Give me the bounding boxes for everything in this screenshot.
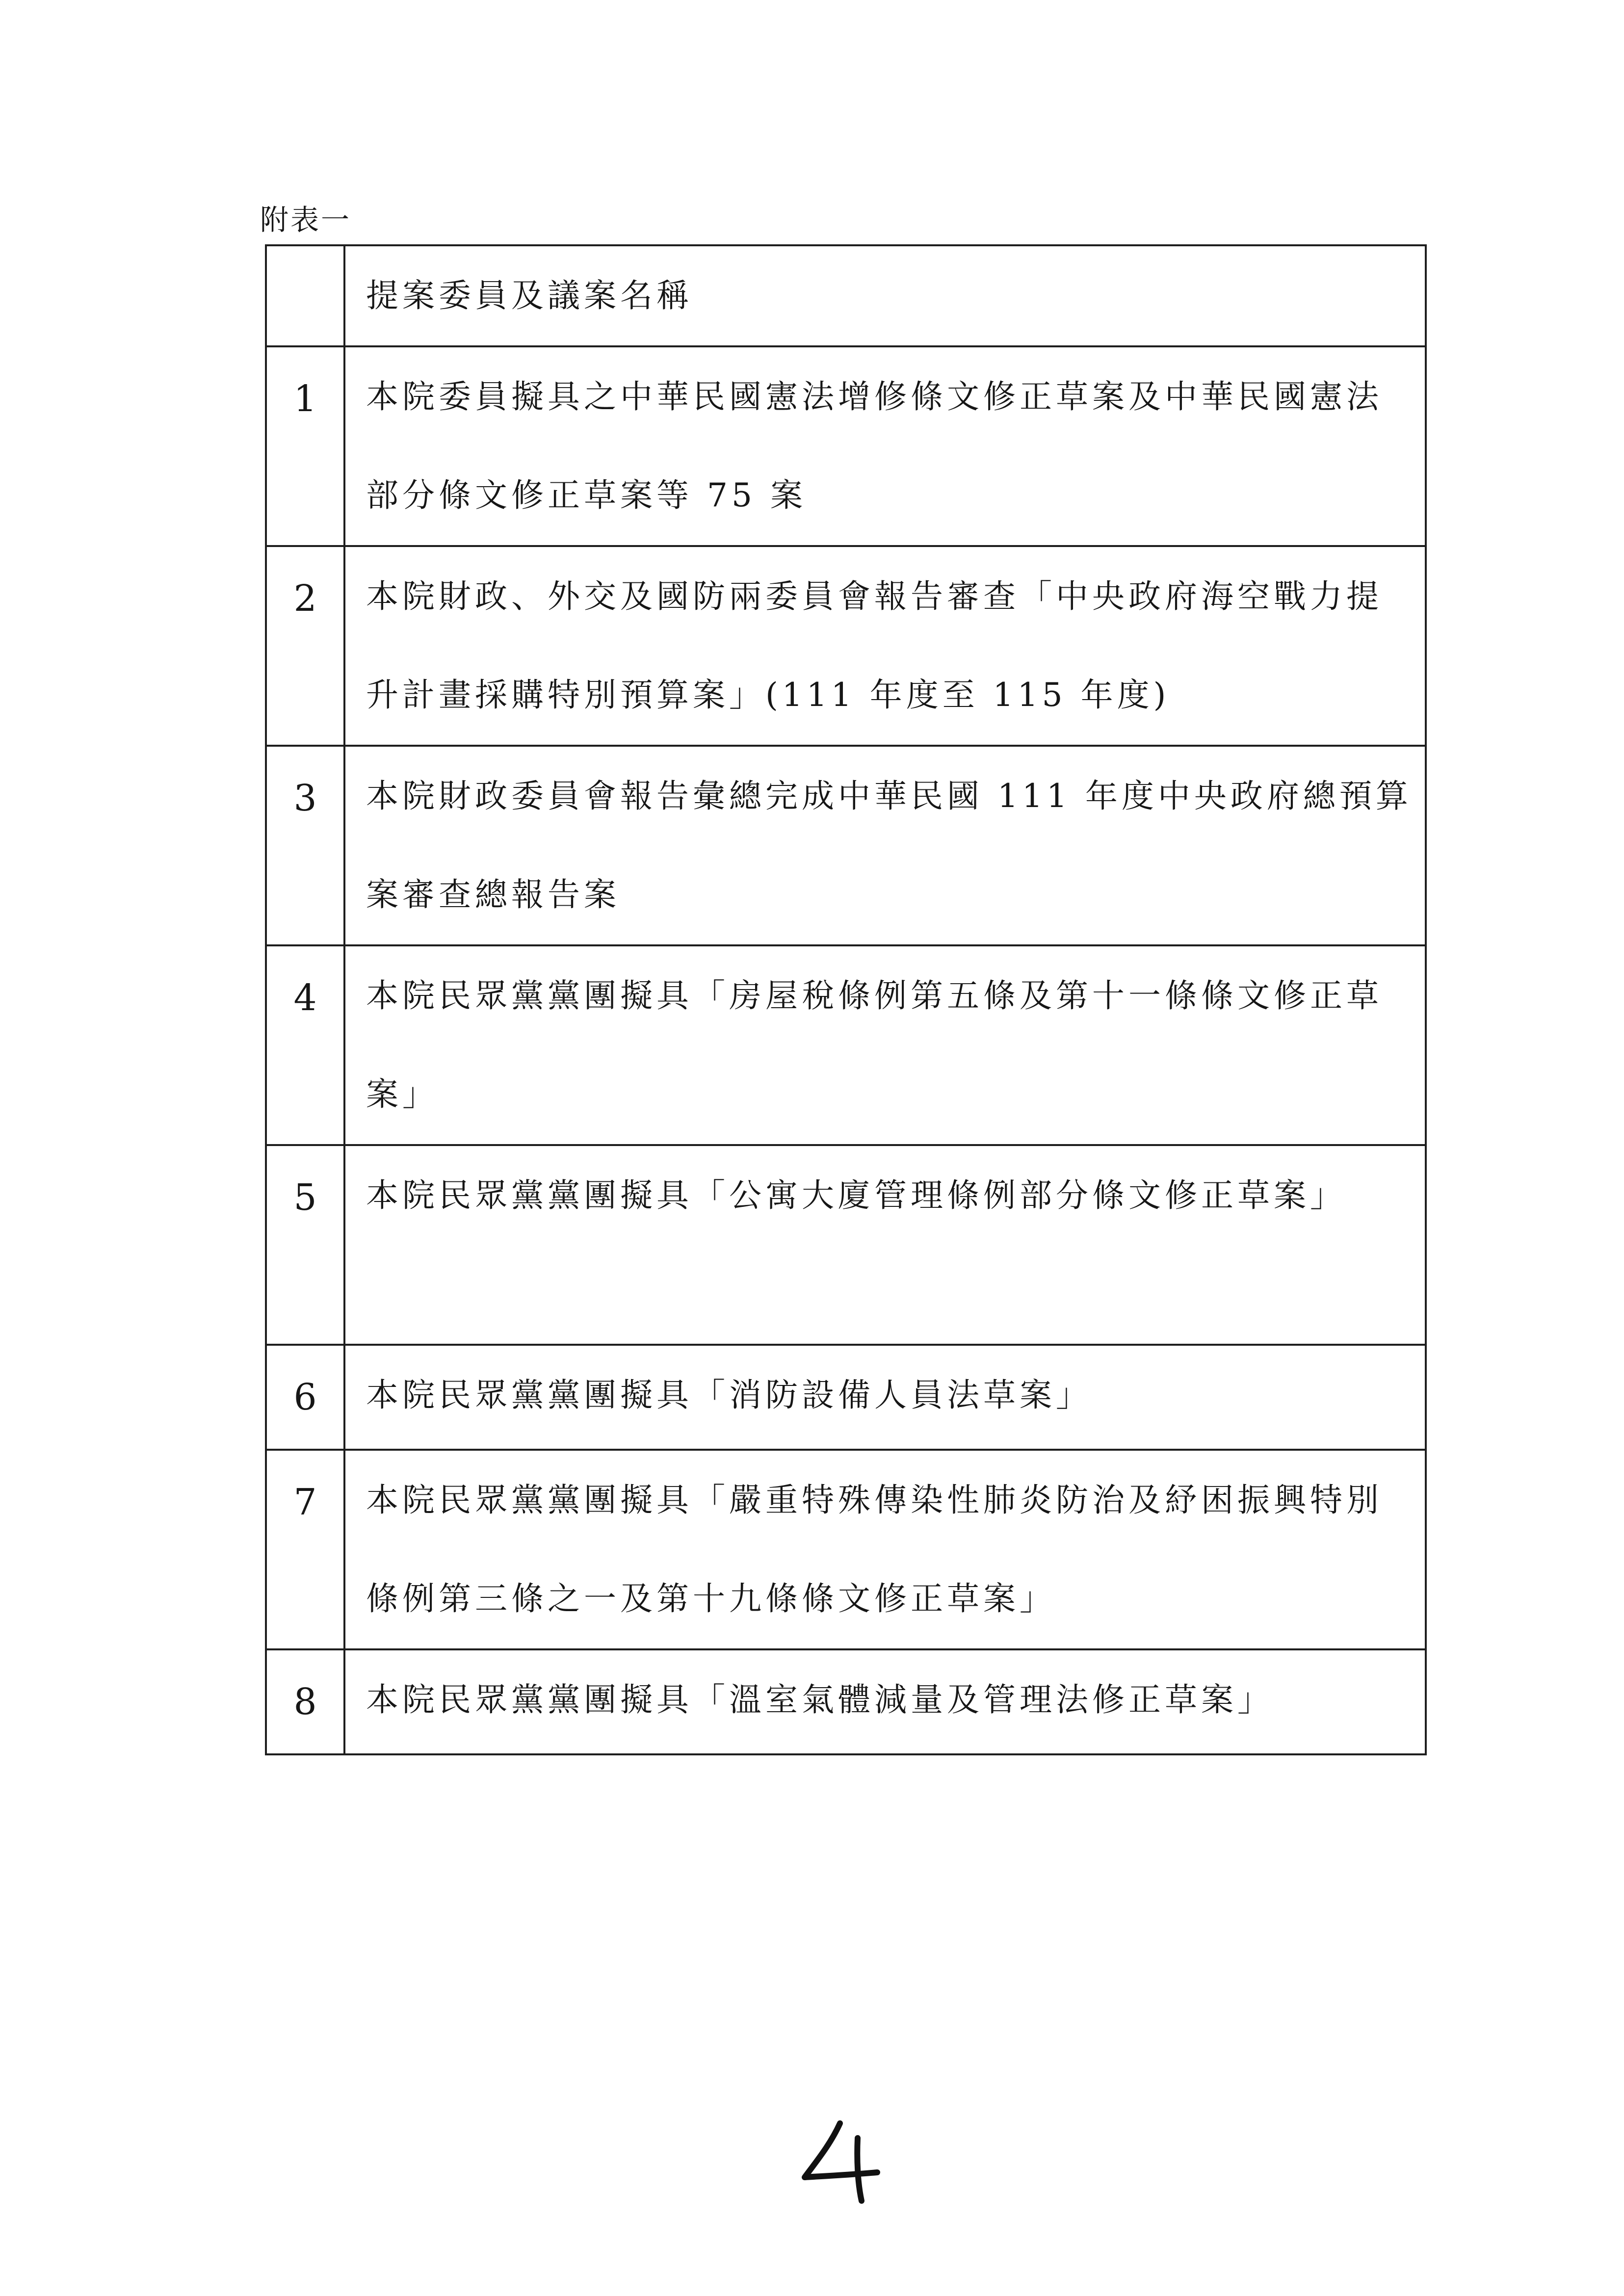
agenda-table bbox=[265, 244, 1427, 1755]
row-text: 本院財政、外交及國防兩委員會報告審查「中央政府海空戰力提升計畫採購特別預算案」(111 年度至 115 年度) bbox=[344, 546, 1426, 746]
row-number: 3 bbox=[266, 746, 344, 945]
row-text: 本院委員擬具之中華民國憲法增修條文修正草案及中華民國憲法部分條文修正草案等 75 案 bbox=[344, 346, 1426, 546]
row-number: 6 bbox=[266, 1345, 344, 1450]
row-text: 本院民眾黨黨團擬具「溫室氣體減量及管理法修正草案」 bbox=[344, 1649, 1426, 1754]
row-text: 本院民眾黨黨團擬具「消防設備人員法草案」 bbox=[344, 1345, 1426, 1450]
row-number: 8 bbox=[266, 1649, 344, 1754]
header-title-cell: 提案委員及議案名稱 bbox=[344, 245, 1426, 346]
row-number: 2 bbox=[266, 546, 344, 746]
table-row bbox=[266, 1450, 1426, 1649]
row-text: 本院民眾黨黨團擬具「嚴重特殊傳染性肺炎防治及紓困振興特別條例第三條之一及第十九條條文修正草案」 bbox=[344, 1450, 1426, 1649]
row-text: 本院民眾黨黨團擬具「房屋稅條例第五條及第十一條條文修正草案」 bbox=[344, 945, 1426, 1145]
row-number: 1 bbox=[266, 346, 344, 546]
row-text: 本院民眾黨黨團擬具「公寓大廈管理條例部分條文修正草案」 bbox=[344, 1145, 1426, 1345]
table-row bbox=[266, 1145, 1426, 1345]
handwritten-page-number bbox=[795, 2110, 893, 2208]
header-number-cell bbox=[266, 245, 344, 346]
row-number: 5 bbox=[266, 1145, 344, 1345]
row-text: 本院財政委員會報告彙總完成中華民國 111 年度中央政府總預算案審查總報告案 bbox=[344, 746, 1426, 945]
table-header-row bbox=[266, 245, 1426, 346]
table-row bbox=[266, 1649, 1426, 1754]
row-number: 7 bbox=[266, 1450, 344, 1649]
table-row bbox=[266, 346, 1426, 546]
table-label: 附表一 bbox=[260, 203, 352, 236]
row-number: 4 bbox=[266, 945, 344, 1145]
table-row bbox=[266, 945, 1426, 1145]
table-row bbox=[266, 1345, 1426, 1450]
table-row bbox=[266, 746, 1426, 945]
table-row bbox=[266, 546, 1426, 746]
